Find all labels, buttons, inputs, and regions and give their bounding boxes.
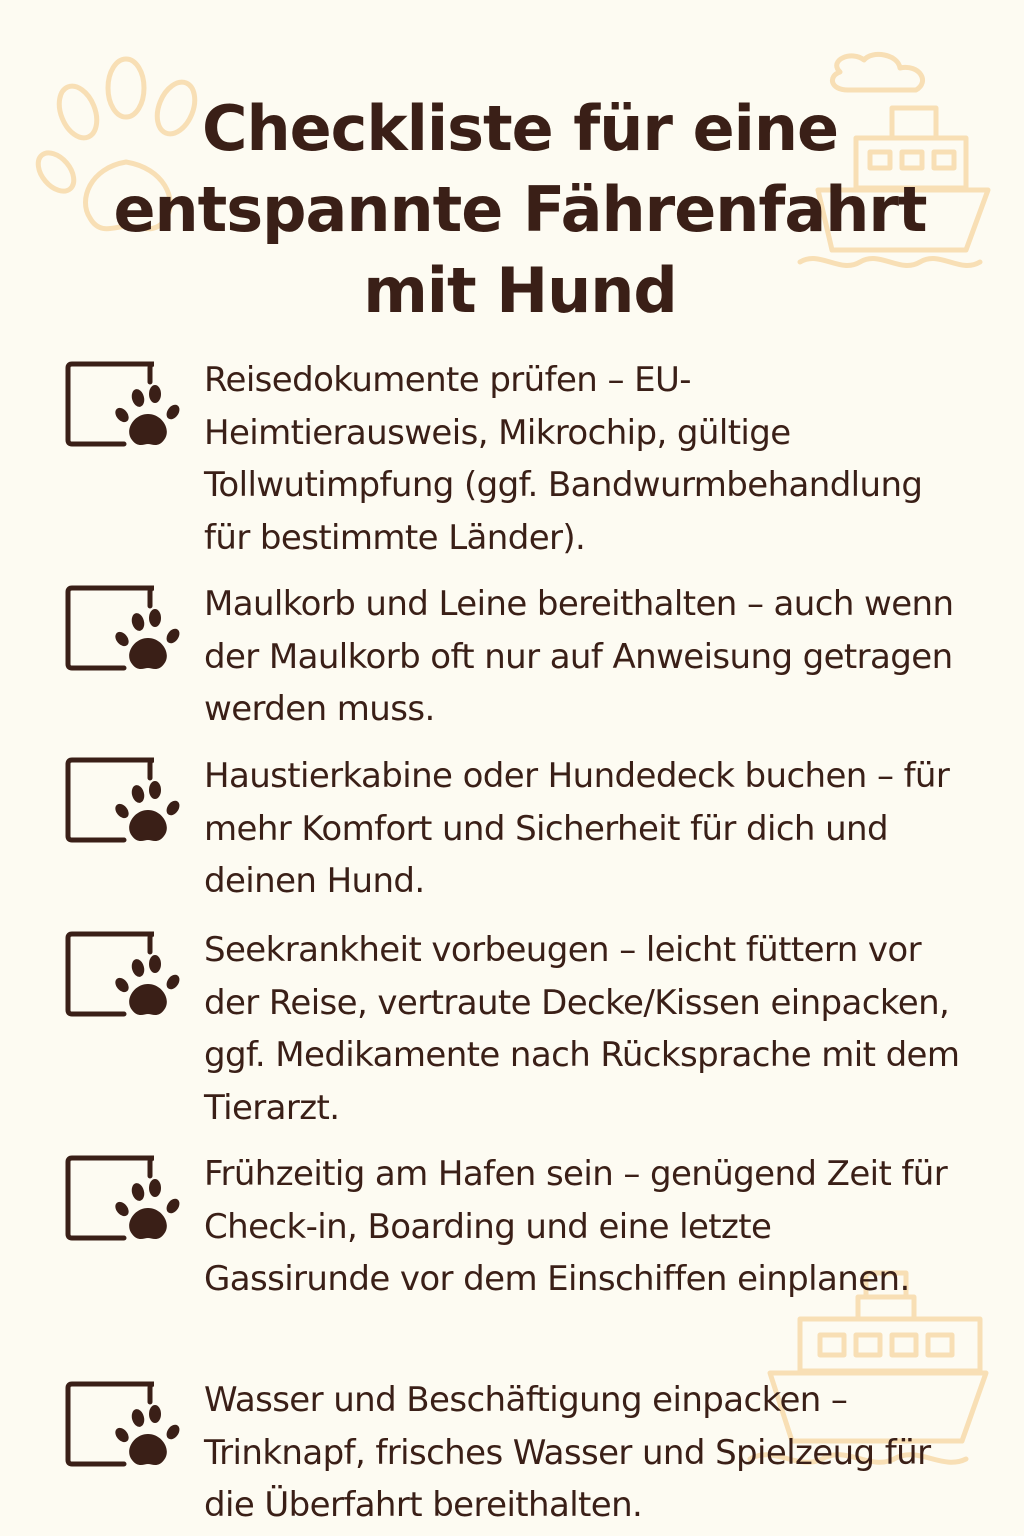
paw-checkbox[interactable] [66, 758, 186, 850]
checklist-item-text: Wasser und Beschäftigung einpacken – Trinknapf, frisches Wasser und Spielzeug für die Überfahrt bereithalten. [204, 1380, 931, 1525]
paw-checkbox[interactable] [66, 1156, 186, 1248]
paw-checkbox-icon [66, 362, 186, 454]
page-title: Checkliste für eine entspannte Fährenfahrt mit Hund [113, 92, 927, 327]
paw-checkbox-icon [66, 1156, 186, 1248]
checklist-item-text: Haustierkabine oder Hundedeck buchen – für mehr Komfort und Sicherheit für dich und deinen Hund. [204, 756, 950, 901]
paw-checkbox-icon [66, 758, 186, 850]
paw-checkbox[interactable] [66, 586, 186, 678]
paw-checkbox[interactable] [66, 932, 186, 1024]
paw-checkbox-icon [66, 1382, 186, 1474]
paw-checkbox[interactable] [66, 362, 186, 454]
checklist-item-text: Reisedokumente prüfen – EU-Heimtierausweis, Mikrochip, gültige Tollwutimpfung (ggf. Bandwurmbehandlung für bestimmte Länder). [204, 360, 923, 558]
checklist-item-text: Seekrankheit vorbeugen – leicht füttern vor der Reise, vertraute Decke/Kissen einpacken, ggf. Medikamente nach Rücksprache mit dem Tierarzt. [204, 930, 960, 1128]
checklist-item-text: Frühzeitig am Hafen sein – genügend Zeit für Check-in, Boarding und eine letzte Gassirunde vor dem Einschiffen einplanen. [204, 1154, 948, 1299]
paw-checkbox-icon [66, 586, 186, 678]
paw-checkbox-icon [66, 932, 186, 1024]
checklist-item-text: Maulkorb und Leine bereithalten – auch wenn der Maulkorb oft nur auf Anweisung getragen werden muss. [204, 584, 954, 729]
paw-checkbox[interactable] [66, 1382, 186, 1474]
